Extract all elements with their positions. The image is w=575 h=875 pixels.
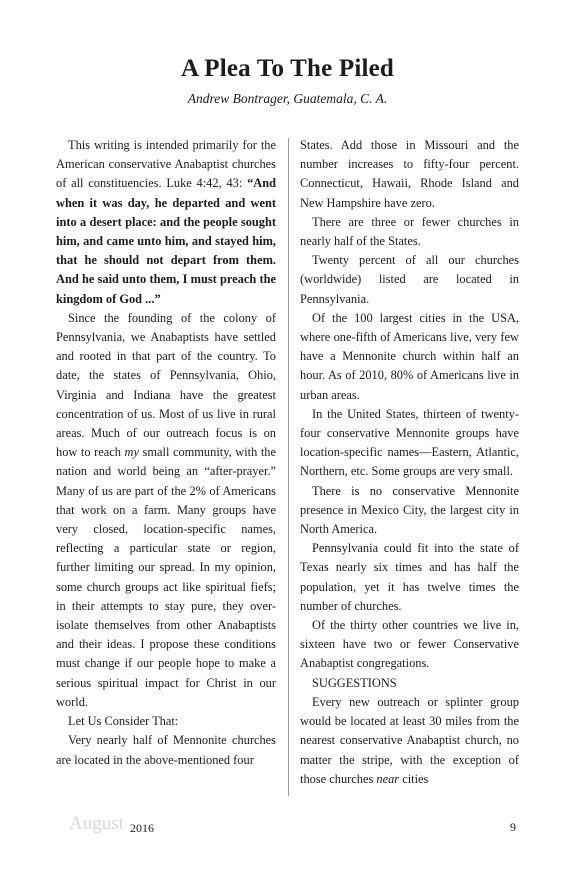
footer-month: August xyxy=(69,813,124,834)
paragraph-intro xyxy=(56,136,276,309)
paragraph-twenty-percent: Twenty percent of all our churches (worldwide) listed are located in Pennsylvania. xyxy=(300,253,519,306)
paragraph-texas: Pennsylvania could fit into the state of Texas nearly six times and has half the population, yet it has twelve times the number of churches. xyxy=(300,541,519,613)
paragraph-history xyxy=(56,309,276,712)
outreach-text-b: cities xyxy=(399,771,429,786)
history-text-b: small community, with the nation and world being an “after-prayer.” Many of us are part of the 2% of Americans that work on a farm. Many groups have very closed, location-specific names, reflecting a particular state or region, further limiting our spread. In my opinion, some church groups act like spiritual fiefs; in their attempts to stay pure, they over-isolate themselves from other Anabaptists and their ideas. I propose these conditions must change if our people hope to make a serious spiritual impact for Christ in our world. xyxy=(56,445,276,709)
scripture-quote: “And when it was day, he departed and went into a desert place: and the people sought him, and came unto him, and stayed him, that he should not depart from them. And he said unto them, I must preach the kingdom of God ...” xyxy=(56,176,276,306)
article-byline: Andrew Bontrager, Guatemala, C. A. xyxy=(187,91,388,106)
footer-year: 2016 xyxy=(130,821,154,835)
paragraph-three-or-fewer: There are three or fewer churches in nearly half of the States. xyxy=(300,214,519,249)
emphasis-near: near xyxy=(376,771,400,786)
article-title: A Plea To The Piled xyxy=(180,55,395,82)
paragraph-states-continued: States. Add those in Missouri and the number increases to fifty-four percent. Connecticut, Hawaii, Rhode Island and New Hampshire have zero. xyxy=(300,138,519,210)
paragraph-thirty-countries: Of the thirty other countries we live in, sixteen have two or fewer Conservative Anabaptist congregations. xyxy=(300,618,519,671)
paragraph-mexico-city: There is no conservative Mennonite presence in Mexico City, the largest city in North America. xyxy=(300,483,519,537)
paragraph-largest-cities: Of the 100 largest cities in the USA, where one-fifth of Americans live, very few have a Mennonite church within half an hour. As of 2010, 80% of Americans live in urban areas. xyxy=(300,310,519,402)
paragraph-half-churches: Very nearly half of Mennonite churches are located in the above-mentioned four xyxy=(56,733,276,767)
right-column xyxy=(300,136,519,789)
intro-text: This writing is intended primarily for the American conservative Anabaptist churches of all constituencies. Luke 4:42, 43: xyxy=(56,138,276,191)
outreach-text-a: Every new outreach or splinter group would be located at least 30 miles from the nearest conservative Anabaptist church, no matter the stripe, with the exception of those churches xyxy=(300,694,519,786)
page-number: 9 xyxy=(510,820,516,834)
history-text-a: Since the founding of the colony of Pennsylvania, we Anabaptists have settled and rooted in that part of the country. To date, the states of Pennsylvania, Ohio, Virginia and Indiana have the greatest concentration of us. Most of us live in rural areas. Much of our outreach focus is on how to reach xyxy=(56,310,276,460)
suggestions-heading: SUGGESTIONS xyxy=(312,675,397,690)
paragraph-consider-heading: Let Us Consider That: xyxy=(68,714,179,729)
column-divider xyxy=(288,138,289,796)
paragraph-new-outreach xyxy=(300,693,519,789)
left-column xyxy=(56,136,276,770)
paragraph-location-names: In the United States, thirteen of twenty-four conservative Mennonite groups have location-specific names—Eastern, Atlantic, Northern, etc. Some groups are very small. xyxy=(300,406,519,479)
emphasis-my: my xyxy=(124,445,139,460)
